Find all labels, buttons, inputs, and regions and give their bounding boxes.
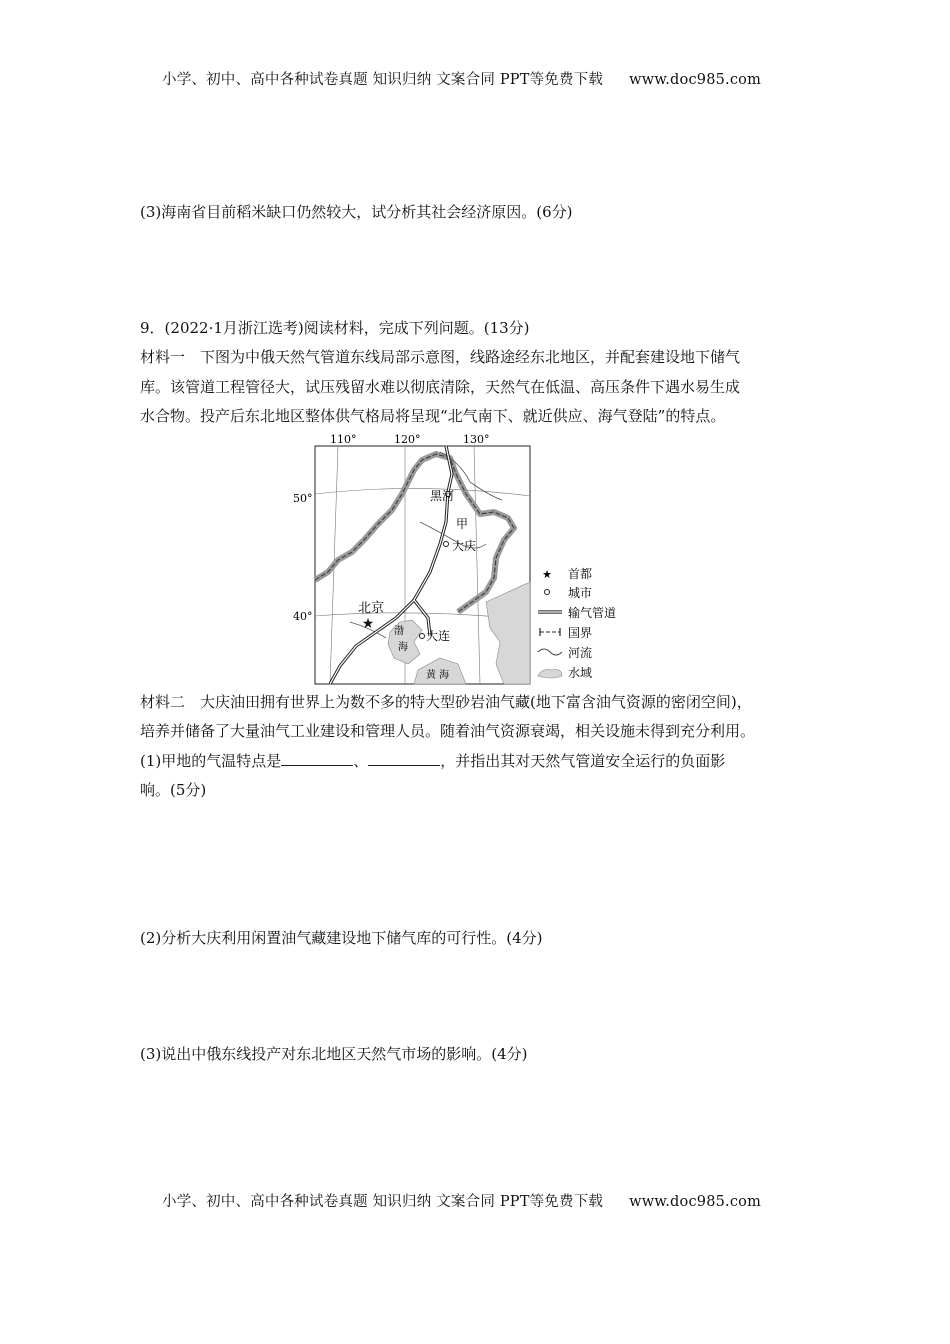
question-9-1-line-2: 响。(5分) <box>140 781 207 799</box>
map-legend <box>538 566 616 680</box>
border-icon <box>540 628 560 636</box>
question-8-3: (3)海南省目前稻米缺口仍然较大，试分析其社会经济原因。(6分) <box>140 203 573 221</box>
question-9-2: (2)分析大庆利用闲置油气藏建设地下储气库的可行性。(4分) <box>140 929 543 947</box>
daqing-city-icon <box>444 542 449 547</box>
material-2-line-1: 材料二 大庆油田拥有世界上为数不多的特大型砂岩油气藏(地下富含油气资源的密闭空间)， <box>140 693 752 711</box>
question-9-3: (3)说出中俄东线投产对东北地区天然气市场的影响。(4分) <box>140 1045 528 1063</box>
star-icon: ★ <box>542 568 552 581</box>
lon-label-130: 130° <box>463 433 490 446</box>
q9-1-sep: 、 <box>353 752 369 770</box>
label-daqing: 大庆 <box>452 539 477 553</box>
q9-1-prefix: (1)甲地的气温特点是 <box>140 752 282 770</box>
header-site: www.doc985.com <box>629 72 762 88</box>
capital-star-icon: ★ <box>361 616 375 632</box>
answer-blank-2[interactable] <box>368 751 440 766</box>
circle-icon <box>545 590 550 595</box>
answer-blank-1[interactable] <box>281 751 353 766</box>
material-1-line-2: 库。该管道工程管径大，试压残留水难以彻底清除，天然气在低温、高压条件下遇水易生成 <box>140 378 741 396</box>
river-icon <box>538 649 562 655</box>
dalian-city-icon <box>420 634 425 639</box>
water-icon <box>538 670 562 678</box>
legend-river: 河流 <box>568 646 593 660</box>
q9-1-suffix: ，并指出其对天然气管道安全运行的负面影 <box>440 752 726 770</box>
legend-city: 城市 <box>568 586 593 600</box>
label-hai: 海 <box>398 642 408 653</box>
legend-capital: 首都 <box>568 567 593 581</box>
page-header <box>162 68 761 89</box>
legend-border: 国界 <box>568 626 593 640</box>
pipeline-map <box>290 432 635 687</box>
label-jia: 甲 <box>456 517 469 531</box>
page-footer <box>162 1190 761 1211</box>
label-huanghai: 黄 海 <box>426 670 450 681</box>
label-beijing: 北京 <box>358 601 385 616</box>
material-2-line-2: 培养并储备了大量油气工业建设和管理人员。随着油气资源衰竭，相关设施未得到充分利用。 <box>140 722 756 740</box>
label-dalian: 大连 <box>426 629 451 643</box>
lat-label-40: 40° <box>293 610 313 623</box>
footer-site: www.doc985.com <box>629 1194 762 1210</box>
material-1-line-1: 材料一 下图为中俄天然气管道东线局部示意图，线路途经东北地区，并配套建设地下储气 <box>140 348 741 366</box>
lon-label-120: 120° <box>394 433 421 446</box>
label-bo: 渤 <box>394 626 404 637</box>
material-1-line-3: 水合物。投产后东北地区整体供气格局将呈现“北气南下、就近供应、海气登陆”的特点。 <box>140 407 726 425</box>
label-heihe: 黑河 <box>430 489 455 503</box>
legend-pipeline: 输气管道 <box>568 606 617 620</box>
question-9-1 <box>140 747 725 775</box>
lat-label-50: 50° <box>293 492 313 505</box>
question-9-title: 9．(2022·1月浙江选考)阅读材料，完成下列问题。(13分) <box>140 319 530 337</box>
legend-water: 水域 <box>568 666 593 680</box>
lon-label-110: 110° <box>330 433 357 446</box>
header-text: 小学、初中、高中各种试卷真题 知识归纳 文案合同 PPT等免费下载 <box>162 72 604 88</box>
footer-text: 小学、初中、高中各种试卷真题 知识归纳 文案合同 PPT等免费下载 <box>162 1194 604 1210</box>
